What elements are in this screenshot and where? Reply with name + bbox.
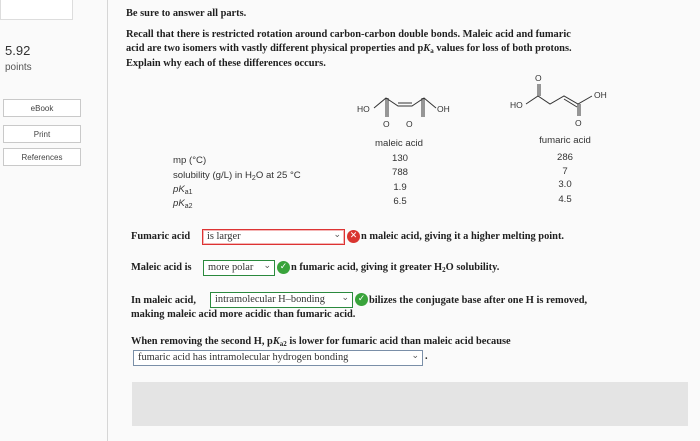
- chevron-down-icon: ⌄: [333, 230, 341, 240]
- q3-line2: making maleic acid more acidic than fumaric acid.: [131, 309, 356, 320]
- chevron-down-icon: ⌄: [411, 351, 419, 361]
- fumaric-oh-label: OH: [594, 90, 607, 100]
- incorrect-icon: ✕: [347, 230, 360, 243]
- maleic-pka2: 6.5: [393, 196, 407, 207]
- q4-line1: When removing the second H, $pK_{a2}$ is lower for fumaric acid than maleic acid because: [131, 336, 511, 348]
- q4-period: .: [425, 351, 428, 362]
- ebook-button[interactable]: eBook: [3, 99, 81, 117]
- points-value: 5.92: [5, 43, 31, 58]
- q1-suffix: n maleic acid, giving it a higher melting point.: [361, 231, 565, 242]
- prompt-line-1: Recall that there is restricted rotation around carbon-carbon double bonds. Maleic acid and fumaric: [126, 29, 571, 40]
- column-header-fumaric: fumaric acid: [539, 135, 591, 146]
- correct-icon: ✓: [277, 261, 290, 274]
- fumaric-o-top-label: O: [535, 73, 542, 83]
- points-label: points: [5, 62, 32, 73]
- fumaric-ho-label: HO: [510, 100, 523, 110]
- chevron-down-icon: ⌄: [263, 261, 271, 271]
- row-label-mp: mp (°C): [173, 155, 207, 166]
- references-button[interactable]: References: [3, 148, 81, 166]
- q2-prefix: Maleic acid is: [131, 262, 192, 273]
- maleic-solubility: 788: [391, 167, 408, 178]
- prompt-line-2: acid are two isomers with vastly different physical properties and $pK_a$ values for loss of both protons.: [126, 43, 572, 55]
- fumaric-pka2: 4.5: [558, 194, 572, 205]
- q3-dropdown[interactable]: intramolecular H–bonding ⌄: [210, 292, 353, 308]
- prompt-line-3: Explain why each of these differences occurs.: [126, 58, 326, 69]
- row-label-solubility: solubility (g/L) in $H_2O$ at 25 °C: [173, 170, 301, 182]
- chevron-down-icon: ⌄: [341, 293, 349, 303]
- row-label-pka2: $pK_{a2}$: [173, 198, 193, 210]
- q4-dropdown[interactable]: fumaric acid has intramolecular hydrogen bonding ⌄: [133, 350, 423, 366]
- column-header-maleic: maleic acid: [375, 138, 423, 149]
- q2-suffix: n fumaric acid, giving it greater $H_2O$ solubility.: [291, 262, 500, 274]
- q2-dropdown[interactable]: more polar ⌄: [203, 260, 275, 276]
- maleic-mp: 130: [391, 153, 408, 164]
- divider: [107, 0, 108, 441]
- fumaric-o-bottom-label: O: [575, 118, 582, 128]
- q3-prefix: In maleic acid,: [131, 295, 196, 306]
- print-button[interactable]: Print: [3, 125, 81, 143]
- correct-icon: ✓: [355, 293, 368, 306]
- maleic-pka1: 1.9: [393, 182, 407, 193]
- footer-panel: [132, 382, 688, 426]
- header-box: [0, 0, 73, 20]
- row-label-pka1: $pK_{a1}$: [173, 184, 193, 196]
- maleic-o-label-2: O: [406, 119, 413, 129]
- maleic-oh-label: OH: [437, 104, 450, 114]
- q1-dropdown[interactable]: is larger ⌄: [202, 229, 345, 245]
- fumaric-solubility: 7: [562, 166, 568, 177]
- maleic-o-label-1: O: [383, 119, 390, 129]
- fumaric-mp: 286: [556, 152, 573, 163]
- fumaric-pka1: 3.0: [558, 179, 572, 190]
- q3-suffix: bilizes the conjugate base after one H is removed,: [369, 295, 588, 306]
- maleic-ho-label: HO: [357, 104, 370, 114]
- q1-prefix: Fumaric acid: [131, 231, 191, 242]
- instruction: Be sure to answer all parts.: [126, 8, 247, 19]
